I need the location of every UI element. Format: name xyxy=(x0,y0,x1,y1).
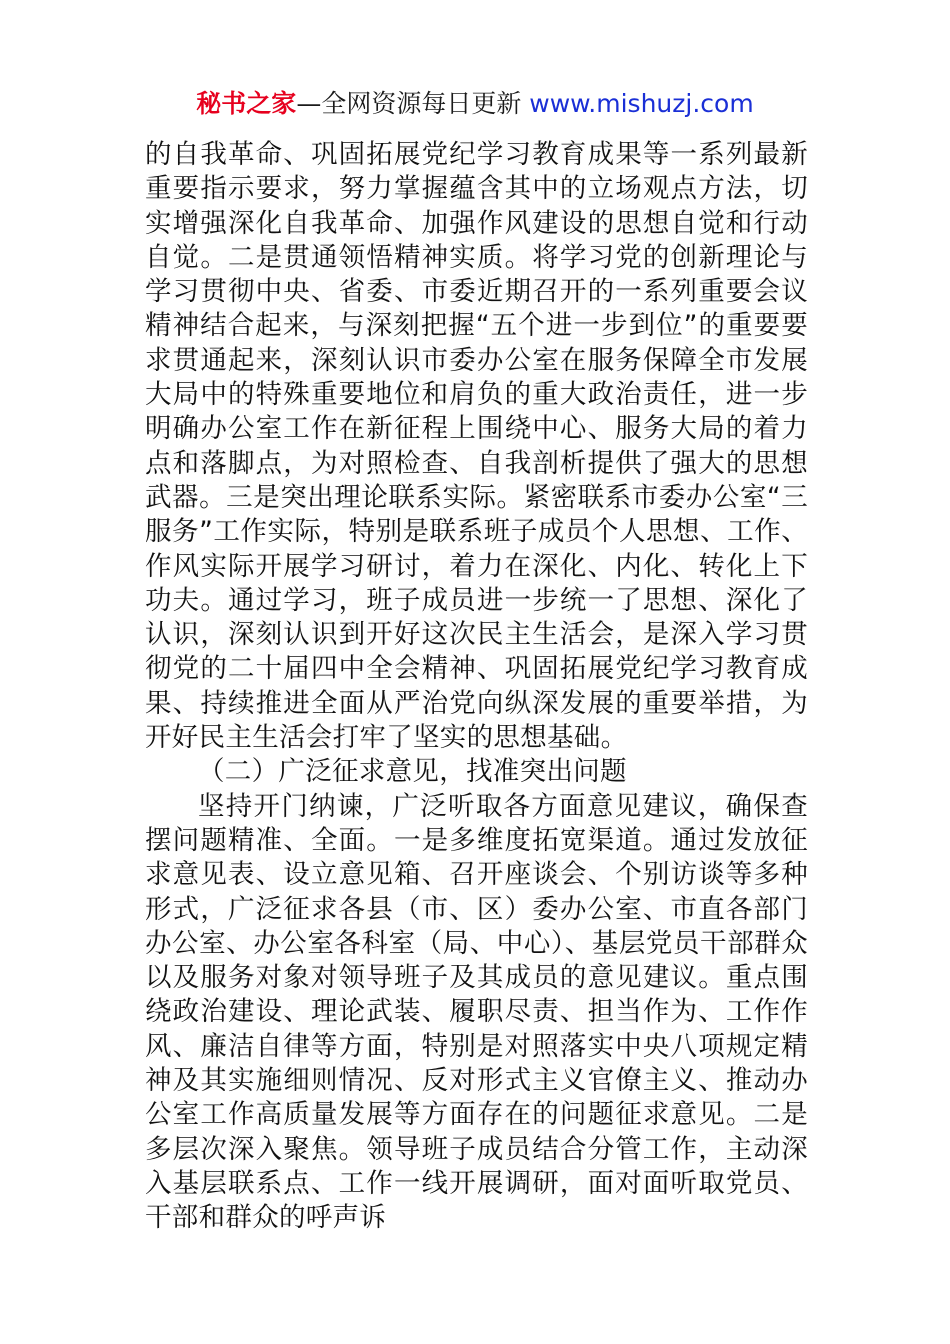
header-tagline: —全网资源每日更新 xyxy=(296,89,530,118)
page-header xyxy=(0,86,950,122)
paragraph-continued: 的自我革命、巩固拓展党纪学习教育成果等一系列最新重要指示要求，努力掌握蕴含其中的立场观点方法，切实增强深化自我革命、加强作风建设的思想自觉和行动自觉。二是贯通领悟精神实质。将学习党的创新理论与学习贯彻中央、省委、市委近期召开的一系列重要会议精神结合起来，与深刻把握“五个进一步到位”的重要要求贯通起来，深刻认识市委办公室在服务保障全市发展大局中的特殊重要地位和肩负的重大政治责任，进一步明确办公室工作在新征程上围绕中心、服务大局的着力点和落脚点，为对照检查、自我剖析提供了强大的思想武器。三是突出理论联系实际。紧密联系市委办公室“三服务”工作实际，特别是联系班子成员个人思想、工作、作风实际开展学习研讨，着力在深化、内化、转化上下功夫。通过学习，班子成员进一步统一了思想、深化了认识，深刻认识到开好这次民主生活会，是深入学习贯彻党的二十届四中全会精神、巩固拓展党纪学习教育成果、持续推进全面从严治党向纵深发展的重要举措，为开好民主生活会打牢了坚实的思想基础。 xyxy=(145,139,808,754)
document-body xyxy=(145,138,808,1236)
section-heading: （二）广泛征求意见，找准突出问题 xyxy=(198,756,627,788)
site-url-link[interactable]: www.mishuzj.com xyxy=(529,89,754,118)
brand-name: 秘书之家 xyxy=(196,89,297,118)
paragraph-opinions: 坚持开门纳谏，广泛听取各方面意见建议，确保查摆问题精准、全面。一是多维度拓宽渠道。通过发放征求意见表、设立意见箱、召开座谈会、个别访谈等多种形式，广泛征求各县（市、区）委办公室、市直各部门办公室、办公室各科室（局、中心）、基层党员干部群众以及服务对象对领导班子及其成员的意见建议。重点围绕政治建设、理论武装、履职尽责、担当作为、工作作风、廉洁自律等方面，特别是对照落实中央八项规定精神及其实施细则情况、反对形式主义官僚主义、推动办公室工作高质量发展等方面存在的问题征求意见。二是多层次深入聚焦。领导班子成员结合分管工作，主动深入基层联系点、工作一线开展调研，面对面听取党员、干部和群众的呼声诉 xyxy=(145,790,808,1234)
